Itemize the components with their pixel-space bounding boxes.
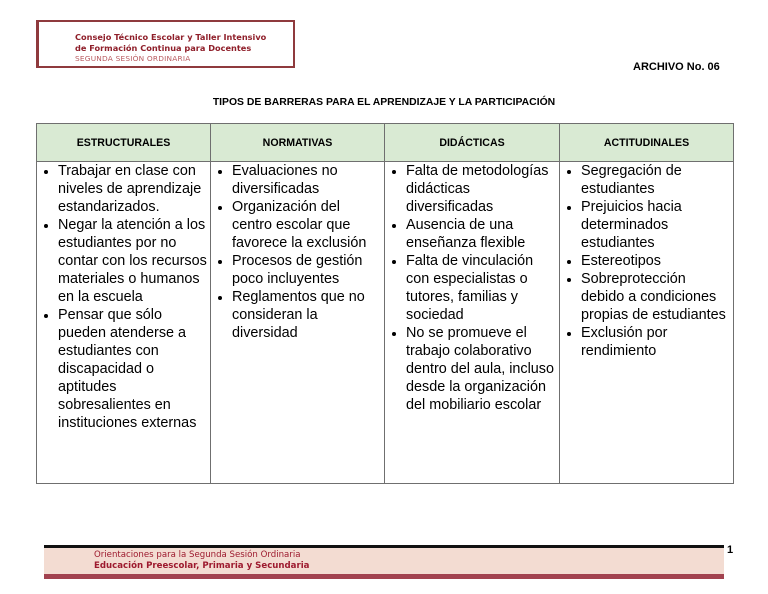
- footer-line-2: Educación Preescolar, Primaria y Secundaria: [94, 561, 310, 571]
- page-number: 1: [727, 544, 734, 556]
- table-row: [37, 162, 734, 484]
- bullet-list: [211, 162, 382, 342]
- document-title: TIPOS DE BARRERAS PARA EL APRENDIZAJE Y LA PARTICIPACIÓN: [212, 97, 556, 108]
- header-line-2: de Formación Continua para Docentes: [75, 43, 252, 53]
- column-cell-estructurales: [37, 162, 211, 484]
- header-line-1: Consejo Técnico Escolar y Taller Intensivo: [75, 32, 267, 42]
- list-item: • Falta de vinculación con especialistas o tutores, familias y sociedad: [406, 252, 557, 324]
- list-item: • Negar la atención a los estudiantes por no contar con los recursos materiales o humanos en la escuela: [58, 216, 208, 306]
- column-cell-normativas: [211, 162, 385, 484]
- footer-line-1: Orientaciones para la Segunda Sesión Ordinaria: [94, 550, 301, 560]
- bullet-list: [560, 162, 731, 360]
- list-item: • Ausencia de una enseñanza flexible: [406, 216, 557, 252]
- list-item: • Segregación de estudiantes: [581, 162, 731, 198]
- column-cell-didacticas: [385, 162, 560, 484]
- list-item: • Prejuicios hacia determinados estudiantes: [581, 198, 731, 252]
- list-item: • Evaluaciones no diversificadas: [232, 162, 382, 198]
- list-item: • Falta de metodologías didácticas diversificadas: [406, 162, 557, 216]
- list-item: • Sobreprotección debido a condiciones propias de estudiantes: [581, 270, 731, 324]
- list-item: • Exclusión por rendimiento: [581, 324, 731, 360]
- column-header-estructurales: ESTRUCTURALES: [37, 124, 211, 162]
- list-item: • Reglamentos que no consideran la diversidad: [232, 288, 382, 342]
- list-item: • Estereotipos: [581, 252, 731, 270]
- header-logo-box: [36, 20, 295, 68]
- column-cell-actitudinales: [560, 162, 734, 484]
- bullet-list: [37, 162, 208, 432]
- archivo-label: ARCHIVO No. 06: [633, 61, 720, 73]
- column-header-didacticas: DIDÁCTICAS: [385, 124, 560, 162]
- table-header-row: [37, 124, 734, 162]
- bullet-list: [385, 162, 557, 414]
- list-item: • No se promueve el trabajo colaborativo dentro del aula, incluso desde la organización del mobiliario escolar: [406, 324, 557, 414]
- list-item: • Pensar que sólo pueden atenderse a estudiantes con discapacidad o aptitudes sobresalientes en instituciones externas: [58, 306, 208, 432]
- list-item: • Trabajar en clase con niveles de aprendizaje estandarizados.: [58, 162, 208, 216]
- column-header-normativas: NORMATIVAS: [211, 124, 385, 162]
- list-item: • Procesos de gestión poco incluyentes: [232, 252, 382, 288]
- barriers-table: [36, 123, 734, 484]
- list-item: • Organización del centro escolar que favorece la exclusión: [232, 198, 382, 252]
- column-header-actitudinales: ACTITUDINALES: [560, 124, 734, 162]
- header-line-3: SEGUNDA SESIÓN ORDINARIA: [75, 54, 191, 63]
- footer-banner: [44, 545, 724, 579]
